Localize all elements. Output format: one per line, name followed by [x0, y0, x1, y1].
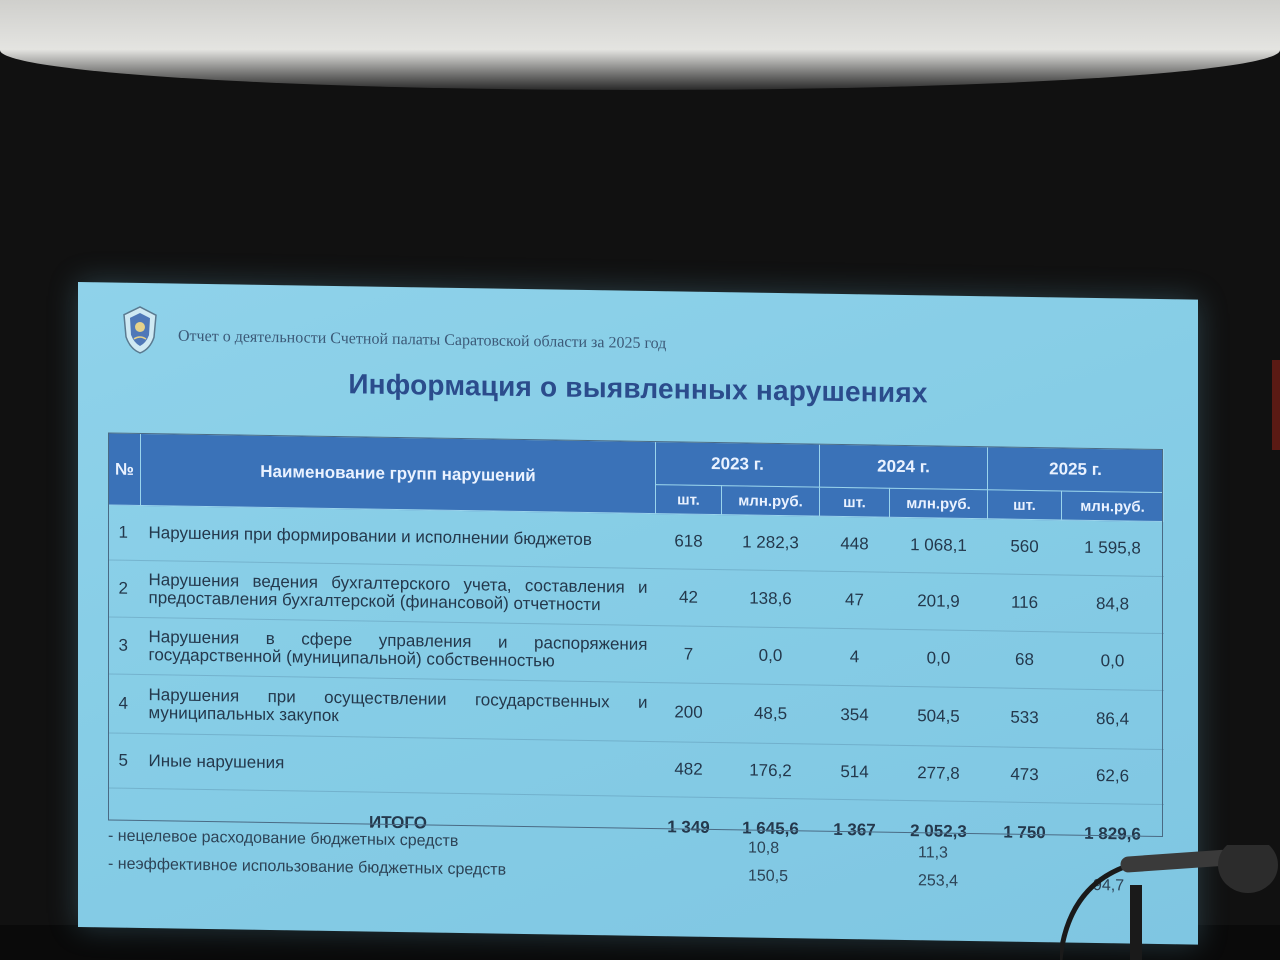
- cell-value: 277,8: [890, 745, 988, 802]
- violations-table: [108, 432, 1164, 865]
- header-unit-count: шт.: [820, 487, 890, 517]
- cell-value: 0,0: [1062, 632, 1164, 691]
- cell-value: 116: [988, 574, 1062, 632]
- cell-value: 1 595,8: [1062, 520, 1164, 577]
- total-value: 1 367: [833, 819, 876, 840]
- cell-value: 68: [988, 631, 1062, 689]
- cell-value: 504,5: [890, 686, 988, 747]
- row-number: 1: [109, 505, 141, 561]
- cell-value: 138,6: [722, 570, 820, 629]
- total-value: 2 052,3: [910, 821, 967, 841]
- note-label: - неэффективное использование бюджетных средств: [108, 855, 507, 879]
- header-num: №: [109, 433, 141, 506]
- cell-value: 7: [656, 626, 722, 684]
- row-number: 5: [109, 733, 141, 789]
- note-label: - нецелевое расходование бюджетных средств: [108, 827, 459, 850]
- cell-value: 1 282,3: [722, 515, 820, 572]
- header-unit-money: млн.руб.: [890, 488, 988, 519]
- header-year-2023: 2023 г.: [656, 442, 820, 488]
- cell-value: 201,9: [890, 572, 988, 631]
- cell-value: 48,5: [722, 684, 820, 745]
- cell-value: 4: [820, 628, 890, 686]
- cell-value: 618: [656, 514, 722, 570]
- cell-value: 42: [656, 569, 722, 627]
- cell-value: 84,8: [1062, 575, 1164, 634]
- cell-value: 560: [988, 519, 1062, 575]
- note-value: 11,3: [918, 844, 948, 862]
- header-unit-money: млн.руб.: [1062, 491, 1164, 522]
- cell-value: 62,6: [1062, 748, 1164, 805]
- cell-value: 514: [820, 744, 890, 800]
- microphone-icon: [1060, 845, 1280, 960]
- violation-group-name: Нарушения в сфере управления и распоряжения государственной (муниципальной) собственностью: [141, 617, 656, 682]
- report-title: Отчет о деятельности Счетной палаты Саратовской области за 2025 год: [178, 327, 667, 353]
- cell-value: 354: [820, 685, 890, 745]
- note-value: 10,8: [748, 839, 780, 858]
- header-unit-money: млн.руб.: [722, 486, 820, 517]
- cell-value: 448: [820, 516, 890, 572]
- note-value: 150,5: [748, 867, 789, 886]
- projection-screen: [78, 282, 1198, 945]
- total-label: ИТОГО: [368, 812, 428, 833]
- row-number: 4: [109, 674, 141, 734]
- violation-group-name: Нарушения при формировании и исполнении бюджетов: [141, 505, 656, 568]
- note-value: 253,4: [918, 872, 959, 890]
- ceiling: [0, 0, 1280, 90]
- row-number: 2: [109, 560, 141, 618]
- cell-value: 0,0: [890, 629, 988, 688]
- violation-group-name: Нарушения ведения бухгалтерского учета, составления и предоставления бухгалтерской (финансовой) отчетности: [141, 560, 656, 625]
- page-title: Информация о выявленных нарушениях: [348, 368, 928, 409]
- total-value: 1 829,6: [1084, 823, 1141, 844]
- header-year-2024: 2024 г.: [820, 444, 988, 490]
- emblem-icon: [120, 305, 160, 356]
- cell-value: 482: [656, 742, 722, 798]
- cell-value: 47: [820, 571, 890, 629]
- cell-value: 176,2: [722, 743, 820, 800]
- total-value: 1 349: [667, 817, 710, 837]
- cell-value: 200: [656, 683, 722, 743]
- row-number: 3: [109, 617, 141, 675]
- header-name: Наименование групп нарушений: [141, 433, 656, 513]
- cell-value: 1 068,1: [890, 517, 988, 574]
- total-value: 1 750: [1003, 822, 1046, 843]
- violation-group-name: Нарушения при осуществлении государственных и муниципальных закупок: [141, 674, 656, 741]
- red-wall-strip: [1272, 360, 1280, 450]
- cell-value: 0,0: [722, 627, 820, 686]
- cell-value: 533: [988, 688, 1062, 748]
- cell-value: 86,4: [1062, 689, 1164, 750]
- header-year-2025: 2025 г.: [988, 447, 1164, 493]
- header-unit-count: шт.: [656, 485, 722, 515]
- note-value: 94,7: [1093, 876, 1125, 895]
- total-value: 1 645,6: [742, 818, 799, 839]
- header-unit-count: шт.: [988, 490, 1062, 520]
- violation-group-name: Иные нарушения: [141, 733, 656, 796]
- cell-value: 473: [988, 747, 1062, 803]
